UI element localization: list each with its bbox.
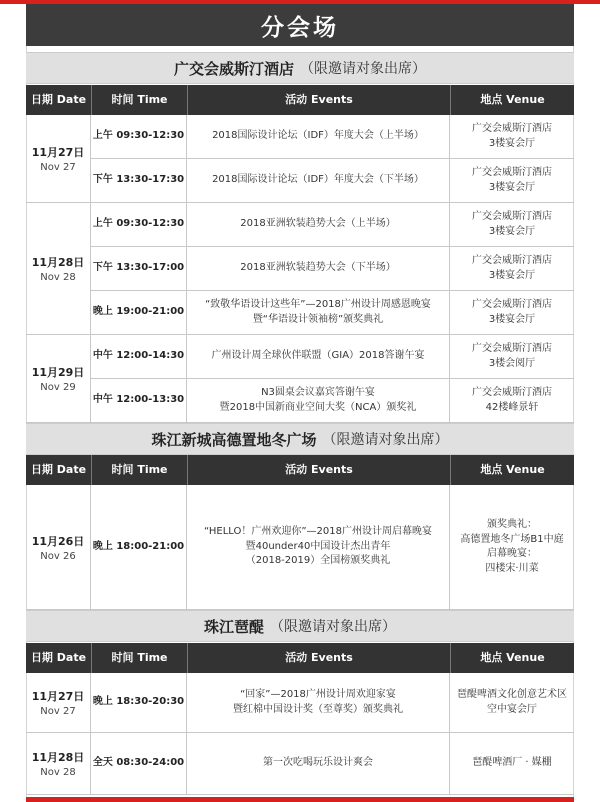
event-cell: N3圆桌会议嘉宾答谢午宴 暨2018中国新商业空间大奖（NCA）颁奖礼 bbox=[187, 379, 450, 422]
time-cell: 中午 12:00-14:30 bbox=[91, 335, 187, 378]
table-row bbox=[91, 291, 574, 335]
table-header bbox=[26, 455, 574, 485]
table-row bbox=[91, 203, 574, 247]
event-cell: 2018国际设计论坛（IDF）年度大会（下半场） bbox=[187, 159, 450, 202]
section-venue-name: 广交会威斯汀酒店 bbox=[173, 59, 294, 78]
venue-cell: 琶醍啤酒厂 · 媒棚 bbox=[472, 757, 552, 769]
section-venue-note: （限邀请对象出席） bbox=[270, 619, 396, 635]
event-cell: “回家”—2018广州设计周欢迎家宴 暨红棉中国设计奖（至尊奖）颁奖典礼 bbox=[187, 673, 450, 732]
table-row bbox=[91, 115, 574, 159]
column-header-time: 时间 Time bbox=[91, 455, 187, 485]
section-header-pati bbox=[26, 610, 574, 642]
time-cell: 晚上 19:00-21:00 bbox=[91, 291, 187, 334]
table-header bbox=[26, 643, 574, 673]
time-cell: 下午 13:30-17:30 bbox=[91, 159, 187, 202]
main-title-bar bbox=[26, 4, 574, 46]
date-en: Nov 28 bbox=[40, 767, 76, 778]
date-cn: 11月29日 bbox=[31, 366, 85, 379]
date-en: Nov 27 bbox=[40, 162, 76, 173]
table-row bbox=[91, 247, 574, 291]
column-header-date: 日期 Date bbox=[30, 651, 87, 664]
table-row bbox=[91, 485, 574, 610]
date-cn: 11月26日 bbox=[31, 534, 85, 548]
venue-cell: 广交会威斯汀酒店 3楼会阅厅 bbox=[472, 343, 552, 369]
time-cell: 全天 08:30-24:00 bbox=[91, 733, 187, 794]
date-cell bbox=[26, 485, 91, 610]
venue-cell: 广交会威斯汀酒店 3楼宴会厅 bbox=[472, 123, 552, 149]
column-header-events: 活动 Events bbox=[187, 455, 450, 485]
table-row bbox=[91, 379, 574, 423]
venue-cell: 颁奖典礼： 高德置地冬广场B1中庭 启幕晚宴： 四楼宋·川菜 bbox=[460, 519, 564, 574]
table-row bbox=[91, 335, 574, 379]
section-venue-name: 珠江琶醍 bbox=[203, 617, 264, 636]
section-header-gaode bbox=[26, 423, 574, 455]
page-title: 分会场 bbox=[261, 14, 339, 41]
venue-cell: 广交会威斯汀酒店 3楼宴会厅 bbox=[472, 167, 552, 193]
column-header-events: 活动 Events bbox=[187, 643, 450, 673]
event-cell: 第一次吃喝玩乐设计爽会 bbox=[187, 733, 450, 794]
time-cell: 晚上 18:00-21:00 bbox=[91, 485, 187, 609]
date-cell bbox=[26, 733, 91, 795]
time-cell: 中午 12:00-13:30 bbox=[91, 379, 187, 422]
date-en: Nov 28 bbox=[40, 272, 76, 283]
time-cell: 下午 13:30-17:00 bbox=[91, 247, 187, 290]
column-header-venue: 地点 Venue bbox=[450, 455, 574, 485]
table-row bbox=[91, 673, 574, 733]
event-cell: 2018国际设计论坛（IDF）年度大会（上半场） bbox=[187, 115, 450, 158]
section-venue-note: （限邀请对象出席） bbox=[300, 61, 426, 77]
date-cell bbox=[26, 203, 91, 335]
date-en: Nov 29 bbox=[40, 382, 76, 393]
venue-cell: 广交会威斯汀酒店 3楼宴会厅 bbox=[472, 299, 552, 325]
event-cell: “HELLO！广州欢迎你”—2018广州设计周启幕晚宴 暨40under40中国设计杰出青年 （2018-2019）全国榜颁奖典礼 bbox=[187, 485, 450, 609]
time-cell: 晚上 18:30-20:30 bbox=[91, 673, 187, 732]
table-row bbox=[91, 733, 574, 795]
column-header-date: 日期 Date bbox=[30, 463, 87, 476]
table-row bbox=[91, 159, 574, 203]
date-cell bbox=[26, 673, 91, 733]
section-venue-note: （限邀请对象出席） bbox=[322, 432, 449, 448]
column-header-venue: 地点 Venue bbox=[450, 643, 574, 673]
date-cn: 11月27日 bbox=[31, 146, 85, 159]
time-cell: 上午 09:30-12:30 bbox=[91, 203, 187, 246]
table-header bbox=[26, 85, 574, 115]
section-header-westin bbox=[26, 52, 574, 84]
event-cell: “致敬华语设计这些年”—2018广州设计周感恩晚宴 暨“华语设计领袖榜”颁奖典礼 bbox=[187, 291, 450, 334]
event-cell: 广州设计周全球伙伴联盟（GIA）2018答谢午宴 bbox=[187, 335, 450, 378]
column-header-time: 时间 Time bbox=[91, 85, 187, 115]
date-cn: 11月28日 bbox=[31, 256, 85, 269]
section-venue-name: 珠江新城高德置地冬广场 bbox=[151, 430, 317, 449]
venue-cell: 琶醍啤酒文化创意艺术区 空中宴会厅 bbox=[457, 689, 567, 715]
date-en: Nov 27 bbox=[40, 706, 76, 717]
event-cell: 2018亚洲软装趋势大会（上半场） bbox=[187, 203, 450, 246]
column-header-events: 活动 Events bbox=[187, 85, 450, 115]
date-cn: 11月28日 bbox=[31, 751, 85, 764]
event-cell: 2018亚洲软装趋势大会（下半场） bbox=[187, 247, 450, 290]
date-cell bbox=[26, 115, 91, 203]
venue-cell: 广交会威斯汀酒店 42楼峰景轩 bbox=[472, 387, 552, 413]
bottom-accent-stripe bbox=[26, 797, 574, 802]
date-cell bbox=[26, 335, 91, 423]
venue-cell: 广交会威斯汀酒店 3楼宴会厅 bbox=[472, 255, 552, 281]
column-header-venue: 地点 Venue bbox=[450, 85, 574, 115]
column-header-time: 时间 Time bbox=[91, 643, 187, 673]
venue-cell: 广交会威斯汀酒店 3楼宴会厅 bbox=[472, 211, 552, 237]
date-en: Nov 26 bbox=[40, 550, 76, 562]
time-cell: 上午 09:30-12:30 bbox=[91, 115, 187, 158]
date-cn: 11月27日 bbox=[31, 690, 85, 703]
column-header-date: 日期 Date bbox=[30, 93, 87, 106]
